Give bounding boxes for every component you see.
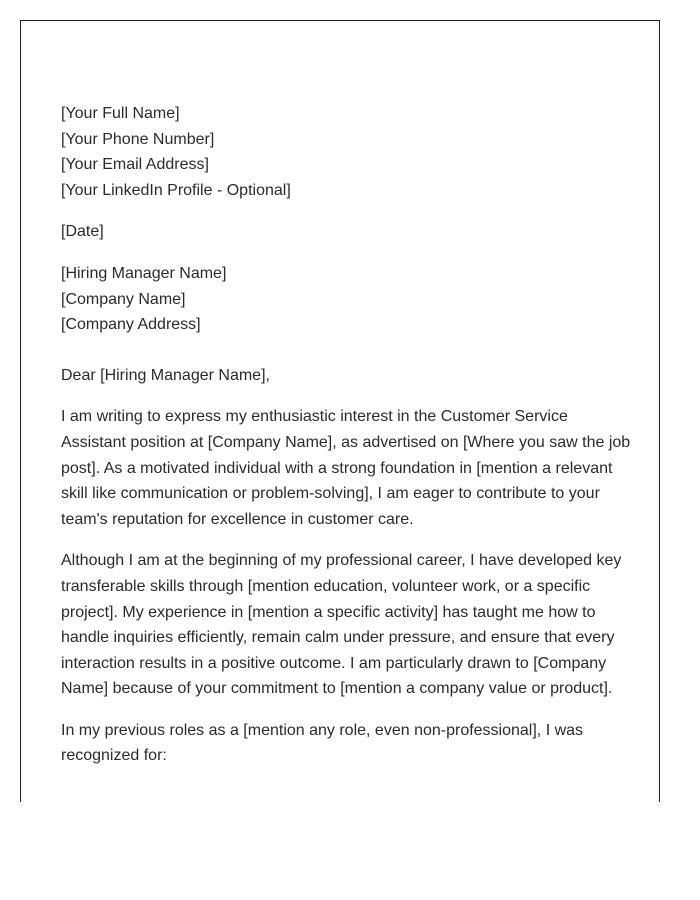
body-paragraph-1: I am writing to express my enthusiastic interest in the Customer Service Assistant position at [Company Name], as advertised on [Where you saw the job post]. As a motivated individual with a strong foundation in [mention a relevant skill like communication or problem-solving], I am eager to contribute to your team's reputation for excellence in customer care. — [61, 408, 631, 528]
recipient-block — [61, 261, 631, 338]
sender-block — [61, 101, 631, 203]
recipient-name: [Hiring Manager Name] — [61, 264, 227, 282]
sender-full-name: [Your Full Name] — [61, 105, 180, 122]
salutation: Dear [Hiring Manager Name], — [61, 366, 270, 384]
letter-date: [Date] — [61, 223, 104, 241]
letter-content — [61, 101, 631, 769]
date-block — [61, 219, 631, 245]
recipient-address: [Company Address] — [61, 316, 201, 334]
sender-linkedin: [Your LinkedIn Profile - Optional] — [61, 181, 291, 199]
letter-page — [20, 20, 660, 802]
recipient-company: [Company Name] — [61, 290, 186, 308]
body-paragraph-3: In my previous roles as a [mention any role, even non-professional], I was recognized for: — [61, 721, 584, 765]
sender-phone: [Your Phone Number] — [61, 130, 215, 148]
sender-email: [Your Email Address] — [61, 156, 209, 174]
salutation-block — [61, 363, 631, 389]
body-paragraph-2: Although I am at the beginning of my professional career, I have developed key transferable skills through [mention education, volunteer work, or a specific project]. My experience in [mention a specific activity] has taught me how to handle inquiries efficiently, remain calm under pressure, and ensure that every interaction results in a positive outcome. I am particularly drawn to [Company Name] because of your commitment to [mention a company value or product]. — [61, 552, 622, 698]
